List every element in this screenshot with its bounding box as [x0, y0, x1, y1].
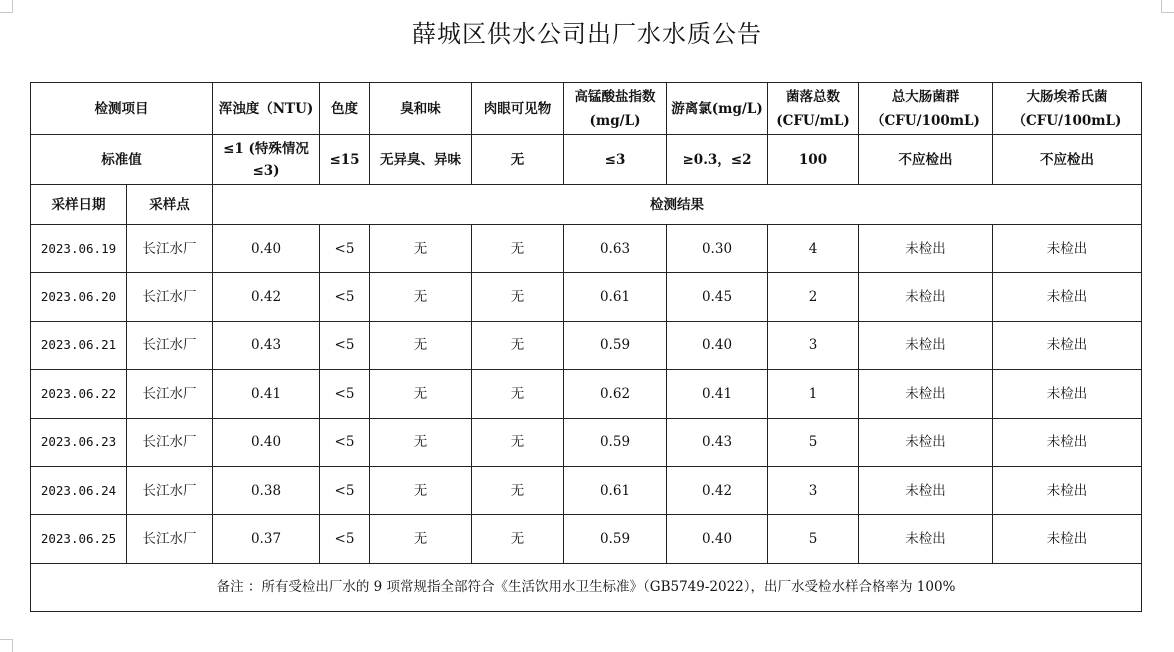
result-cell: 未检出: [859, 418, 993, 466]
corner-mark-bottom-left: [0, 639, 13, 652]
sample-date-cell: 2023.06.19: [31, 225, 127, 273]
table-row: [31, 370, 1142, 418]
result-cell: 无: [370, 370, 472, 418]
result-cell: 无: [370, 225, 472, 273]
result-cell: 无: [370, 321, 472, 369]
standard-value-cell: ≤15: [320, 135, 370, 185]
table-row: [31, 225, 1142, 273]
standard-label-cell: 标准值: [31, 135, 213, 185]
result-cell: 0.43: [213, 321, 320, 369]
header-line: 菌落总数: [786, 88, 840, 105]
sample-site-cell: 长江水厂: [127, 225, 213, 273]
header-cell: [768, 83, 859, 135]
sample-site-cell: 长江水厂: [127, 370, 213, 418]
sample-site-cell: 长江水厂: [127, 321, 213, 369]
header-line: 游离氯(mg/L): [671, 100, 763, 117]
standard-row: [31, 135, 1142, 185]
result-cell: 0.59: [564, 418, 667, 466]
result-cell: 未检出: [859, 466, 993, 514]
result-cell: 无: [370, 273, 472, 321]
note-text: 备注 ：所有受检出厂水的 9 项常规指全部符合《生活饮用水卫生标准》（GB5749-2022），出厂水受检水样合格率为 100%: [31, 563, 1142, 611]
page-title: 薛城区供水公司出厂水水质公告: [412, 20, 762, 48]
result-cell: 0.42: [213, 273, 320, 321]
corner-mark-top-right: [1161, 0, 1174, 13]
result-cell: 未检出: [993, 273, 1142, 321]
result-cell: 无: [370, 515, 472, 563]
result-cell: 0.37: [213, 515, 320, 563]
result-cell: 0.41: [213, 370, 320, 418]
item-label-cell: 检测项目: [31, 83, 213, 135]
standard-value-cell: 100: [768, 135, 859, 185]
result-cell: 0.30: [667, 225, 768, 273]
header-cell: [370, 83, 472, 135]
header-cell: [564, 83, 667, 135]
result-cell: 0.40: [667, 321, 768, 369]
result-cell: 0.45: [667, 273, 768, 321]
result-cell: 未检出: [993, 370, 1142, 418]
result-cell: <5: [320, 418, 370, 466]
sample-date-cell: 2023.06.24: [31, 466, 127, 514]
result-cell: 0.61: [564, 273, 667, 321]
header-line: 大肠埃希氏菌: [1026, 88, 1108, 105]
standard-value-cell: ≤3: [564, 135, 667, 185]
result-cell: <5: [320, 273, 370, 321]
result-cell: <5: [320, 466, 370, 514]
result-cell: 无: [472, 370, 564, 418]
result-cell: 无: [472, 273, 564, 321]
result-cell: 0.43: [667, 418, 768, 466]
result-cell: 未检出: [859, 225, 993, 273]
result-cell: 0.42: [667, 466, 768, 514]
sample-date-cell: 2023.06.23: [31, 418, 127, 466]
result-cell: 0.61: [564, 466, 667, 514]
result-cell: <5: [320, 321, 370, 369]
sample-date-cell: 2023.06.22: [31, 370, 127, 418]
table-row: [31, 418, 1142, 466]
result-cell: 0.40: [667, 515, 768, 563]
result-cell: 未检出: [993, 225, 1142, 273]
table-row: [31, 515, 1142, 563]
result-cell: 0.59: [564, 321, 667, 369]
result-cell: <5: [320, 225, 370, 273]
result-cell: 未检出: [993, 466, 1142, 514]
result-cell: 4: [768, 225, 859, 273]
table-row: [31, 273, 1142, 321]
sample-site-cell: 长江水厂: [127, 515, 213, 563]
result-cell: 未检出: [859, 370, 993, 418]
standard-value-cell: 无异臭、异味: [370, 135, 472, 185]
standard-value-cell: 无: [472, 135, 564, 185]
sample-date-cell: 2023.06.20: [31, 273, 127, 321]
header-row: [31, 83, 1142, 135]
sample-date-cell: 2023.06.25: [31, 515, 127, 563]
sample-date-cell: 2023.06.21: [31, 321, 127, 369]
result-cell: <5: [320, 370, 370, 418]
result-cell: <5: [320, 515, 370, 563]
water-quality-table: [30, 82, 1142, 612]
result-cell: 3: [768, 321, 859, 369]
header-cell: [667, 83, 768, 135]
result-cell: 0.63: [564, 225, 667, 273]
result-cell: 5: [768, 515, 859, 563]
result-cell: 无: [370, 418, 472, 466]
standard-value-cell: 不应检出: [993, 135, 1142, 185]
header-cell: [993, 83, 1142, 135]
subheader-row: [31, 185, 1142, 225]
result-cell: 未检出: [993, 515, 1142, 563]
results-label-cell: 检测结果: [213, 185, 1142, 225]
sample-site-cell: 长江水厂: [127, 273, 213, 321]
header-line: 色度: [331, 100, 358, 117]
header-line: 肉眼可见物: [483, 100, 552, 117]
result-cell: 无: [472, 418, 564, 466]
header-line: 臭和味: [400, 100, 441, 117]
site-label-cell: 采样点: [127, 185, 213, 225]
result-cell: 0.40: [213, 225, 320, 273]
result-cell: 未检出: [993, 418, 1142, 466]
result-cell: 无: [472, 321, 564, 369]
result-cell: 0.62: [564, 370, 667, 418]
header-line: 高锰酸盐指数: [574, 88, 656, 105]
result-cell: 0.41: [667, 370, 768, 418]
header-unit: （CFU/100mL): [871, 112, 980, 129]
result-cell: 1: [768, 370, 859, 418]
result-cell: 3: [768, 466, 859, 514]
result-cell: 0.38: [213, 466, 320, 514]
header-line: 浑浊度（NTU): [218, 100, 314, 117]
result-cell: 5: [768, 418, 859, 466]
header-cell: [213, 83, 320, 135]
standard-value-cell: 不应检出: [859, 135, 993, 185]
header-line: 总大肠菌群: [891, 88, 960, 105]
header-cell: [320, 83, 370, 135]
result-cell: 无: [370, 466, 472, 514]
result-cell: 无: [472, 515, 564, 563]
result-cell: 未检出: [993, 321, 1142, 369]
header-unit: （CFU/100mL): [1012, 112, 1122, 129]
sample-site-cell: 长江水厂: [127, 418, 213, 466]
header-cell: [472, 83, 564, 135]
header-unit: (CFU/mL): [776, 112, 850, 129]
result-cell: 未检出: [859, 273, 993, 321]
table-row: [31, 466, 1142, 514]
header-unit: (mg/L): [589, 112, 641, 129]
header-cell: [859, 83, 993, 135]
result-cell: 0.59: [564, 515, 667, 563]
result-cell: 未检出: [859, 321, 993, 369]
result-cell: 无: [472, 225, 564, 273]
result-cell: 无: [472, 466, 564, 514]
corner-mark-top-left: [0, 0, 13, 13]
result-cell: 2: [768, 273, 859, 321]
table-body: [31, 83, 1142, 612]
note-row: [31, 563, 1142, 611]
standard-value-cell: ≤1 (特殊情况≤3): [213, 135, 320, 185]
sample-site-cell: 长江水厂: [127, 466, 213, 514]
table-row: [31, 321, 1142, 369]
date-label-cell: 采样日期: [31, 185, 127, 225]
result-cell: 0.40: [213, 418, 320, 466]
standard-value-cell: ≥0.3，≤2: [667, 135, 768, 185]
result-cell: 未检出: [859, 515, 993, 563]
